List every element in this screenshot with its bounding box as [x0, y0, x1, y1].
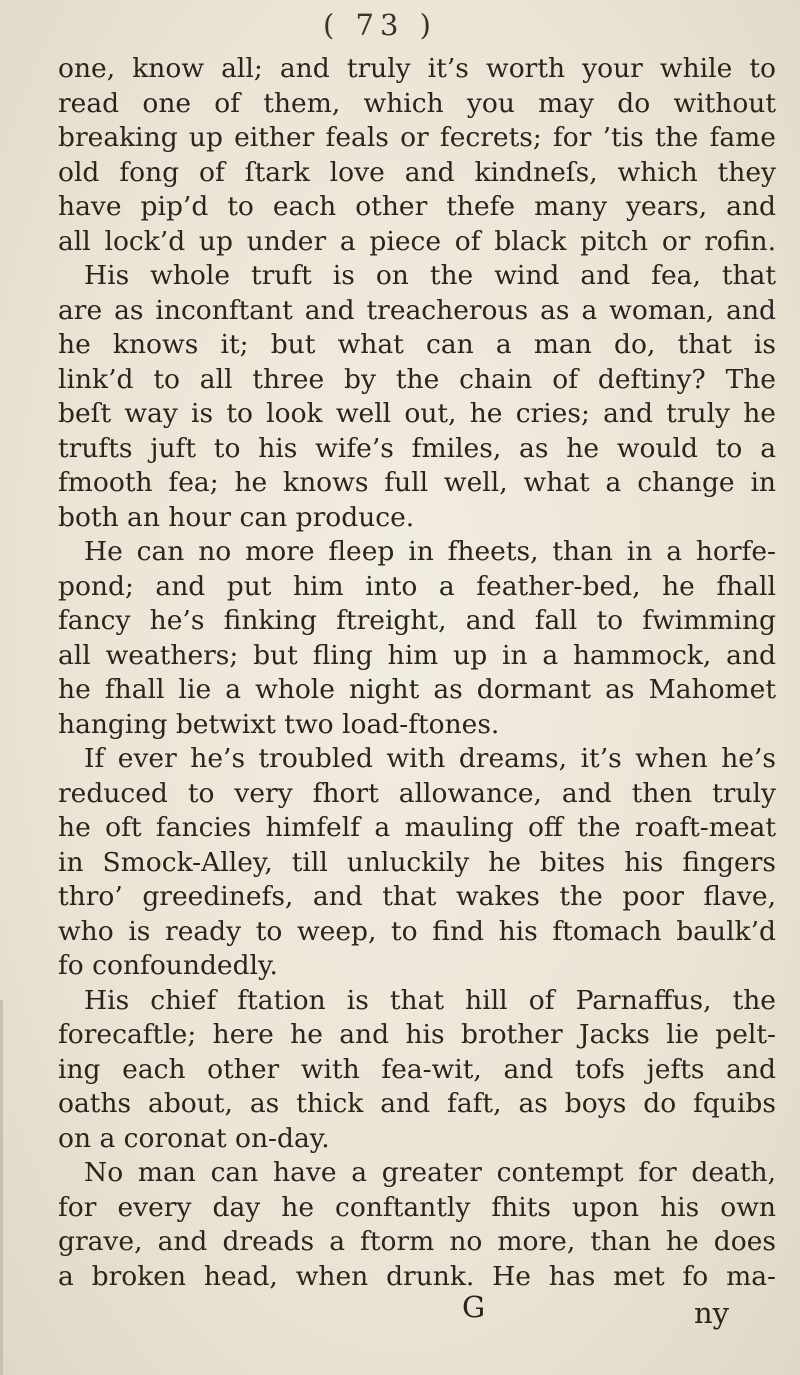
text-line: beſt way is to look well out, he cries; and truly he [58, 398, 776, 429]
signature-mark: G [462, 1290, 486, 1324]
paragraph-end-line: fo confoundedly. [58, 950, 278, 981]
paragraph-start-line: If ever he’s troubled with dreams, it’s when he’s [84, 743, 776, 774]
paragraph-start-line: His whole truft is on the wind and fea, that [84, 260, 776, 291]
text-line: fmooth fea; he knows full well, what a change in [58, 467, 776, 498]
text-line: all lock’d up under a piece of black pitch or rofin. [58, 225, 776, 257]
text-line: fancy he’s finking ftreight, and fall to fwimming [58, 605, 776, 636]
text-line: breaking up either feals or fecrets; for ’tis the fame [58, 122, 776, 153]
text-line: link’d to all three by the chain of deftiny? The [58, 363, 776, 395]
text-line: reduced to very fhort allowance, and then truly [58, 777, 776, 809]
text-line: he knows it; but what can a man do, that is [58, 329, 776, 360]
paragraph-start-line: No man can have a greater contempt for death, [84, 1157, 776, 1188]
text-line: for every day he conftantly fhits upon his own [58, 1191, 776, 1223]
text-line: one, know all; and truly it’s worth your while to [58, 53, 776, 84]
text-line: ing each other with fea-wit, and tofs jefts and [58, 1053, 776, 1085]
text-line: old fong of ſtark love and kindneſs, which they [58, 156, 776, 188]
text-line: all weathers; but fling him up in a hammock, and [58, 639, 776, 671]
paragraph-start-line: His chief ftation is that hill of Parnaffus, the [84, 984, 776, 1016]
text-line: trufts juft to his wife’s fmiles, as he would to a [58, 432, 776, 464]
paragraph-end-line: both an hour can produce. [58, 501, 415, 533]
text-line: he fhall lie a whole night as dormant as Mahomet [58, 674, 776, 705]
paragraph-end-line: hanging betwixt two load-ftones. [58, 708, 500, 740]
page-edge-shadow [0, 1000, 3, 1375]
page-number: ( 73 ) [323, 8, 437, 42]
catchword: ny [694, 1296, 730, 1330]
text-line: in Smock-Alley, till unluckily he bites his fingers [58, 846, 776, 878]
text-line: grave, and dreads a ftorm no more, than he does [58, 1226, 776, 1257]
body-text [58, 52, 776, 1294]
text-line: he oft fancies himfelf a mauling off the roaft-meat [58, 812, 776, 843]
text-line: forecaftle; here he and his brother Jacks lie pelt- [58, 1019, 776, 1050]
text-line: oaths about, as thick and faft, as boys do fquibs [58, 1088, 776, 1119]
paragraph-end-line: on a coronat on-day. [58, 1122, 330, 1154]
text-line: have pip’d to each other thefe many years, and [58, 191, 776, 222]
text-line: read one of them, which you may do without [58, 87, 776, 119]
text-line: are as inconftant and treacherous as a woman, and [58, 294, 776, 326]
text-line: a broken head, when drunk. He has met fo ma- [58, 1260, 776, 1292]
text-line: thro’ greedinefs, and that wakes the poor flave, [58, 881, 776, 912]
text-line: who is ready to weep, to find his ftomach baulk’d [58, 915, 776, 947]
paragraph-start-line: He can no more fleep in fheets, than in a horfe- [84, 536, 776, 567]
text-line: pond; and put him into a feather-bed, he fhall [58, 570, 776, 602]
